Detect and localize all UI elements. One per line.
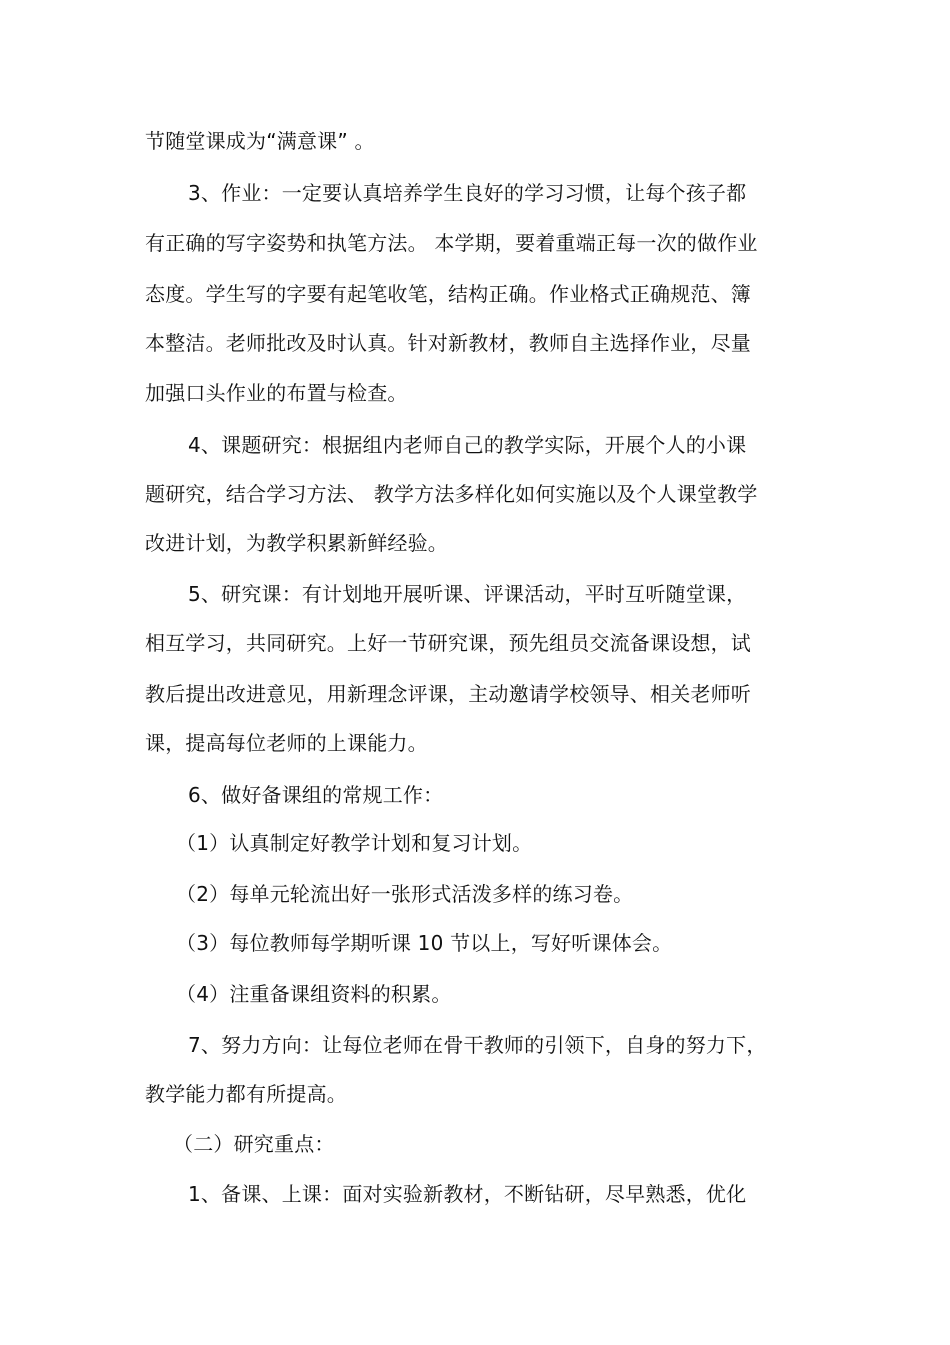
text-line: 7、努力方向：让每位老师在骨干教师的引领下，自身的努力下， xyxy=(188,1033,767,1057)
text-line: 教学能力都有所提高。 xyxy=(145,1082,347,1106)
text-line: （1）认真制定好教学计划和复习计划。 xyxy=(176,831,533,855)
text-line: 教后提出改进意见，用新理念评课，主动邀请学校领导、相关老师听 xyxy=(145,682,751,706)
text-line: 4、课题研究：根据组内老师自己的教学实际，开展个人的小课 xyxy=(188,433,747,457)
text-line: 态度。学生写的字要有起笔收笔，结构正确。作业格式正确规范、簿 xyxy=(145,282,751,306)
text-line: （二）研究重点： xyxy=(173,1132,335,1156)
text-line: 节随堂课成为“满意课” 。 xyxy=(145,129,375,153)
text-line: 课，提高每位老师的上课能力。 xyxy=(145,731,428,755)
text-line: （3）每位教师每学期听课 10 节以上，写好听课体会。 xyxy=(176,931,673,955)
text-line: 改进计划，为教学积累新鲜经验。 xyxy=(145,531,448,555)
text-line: 3、作业：一定要认真培养学生良好的学习习惯，让每个孩子都 xyxy=(188,181,747,205)
text-line: 有正确的写字姿势和执笔方法。 本学期，要着重端正每一次的做作业 xyxy=(145,231,758,255)
text-line: 相互学习，共同研究。上好一节研究课，预先组员交流备课设想，试 xyxy=(145,631,751,655)
text-line: 加强口头作业的布置与检查。 xyxy=(145,381,408,405)
text-line: 本整洁。老师批改及时认真。针对新教材，教师自主选择作业，尽量 xyxy=(145,331,751,355)
text-line: 5、研究课：有计划地开展听课、评课活动，平时互听随堂课， xyxy=(188,582,747,606)
text-line: （4）注重备课组资料的积累。 xyxy=(176,982,452,1006)
text-line: （2）每单元轮流出好一张形式活泼多样的练习卷。 xyxy=(176,882,634,906)
text-line: 1、备课、上课：面对实验新教材，不断钻研，尽早熟悉，优化 xyxy=(188,1182,747,1206)
text-line: 题研究，结合学习方法、 教学方法多样化如何实施以及个人课堂教学 xyxy=(145,482,758,506)
text-line: 6、做好备课组的常规工作： xyxy=(188,783,444,807)
